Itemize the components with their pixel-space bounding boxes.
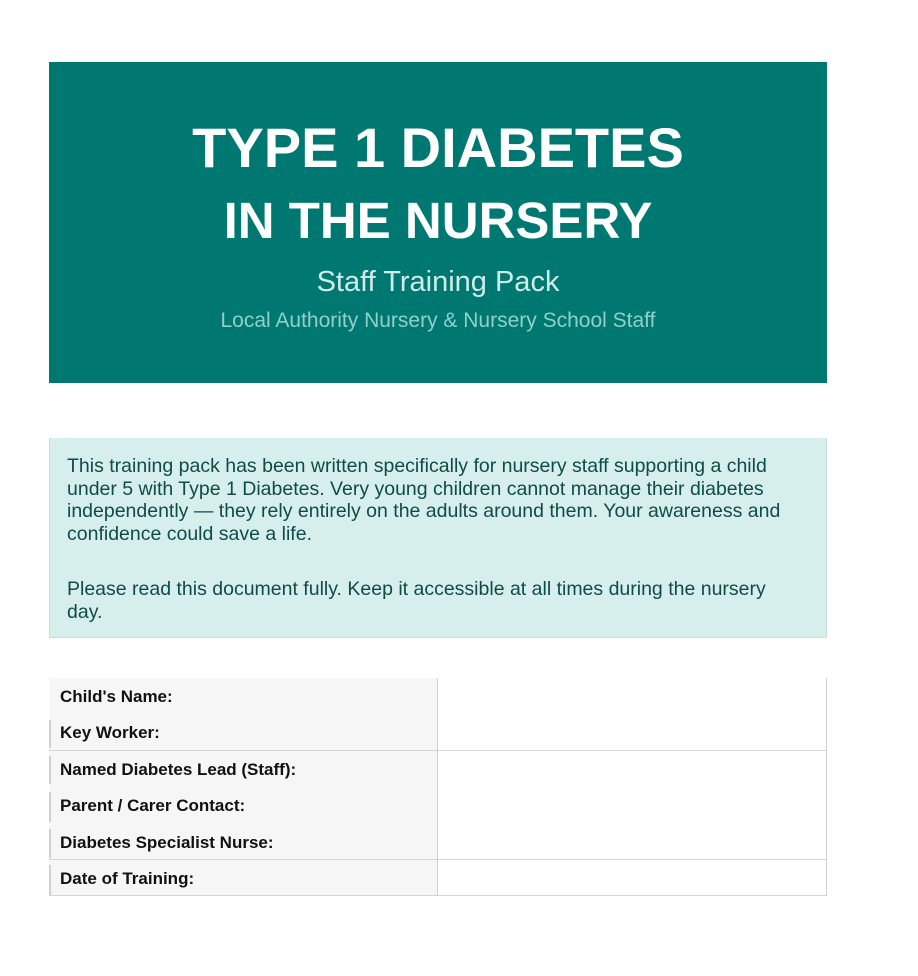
row-divider: [49, 859, 827, 860]
label-childs-name: Child's Name:: [60, 687, 173, 706]
row-edge-marker: [49, 865, 51, 895]
label-specialist-nurse: Diabetes Specialist Nurse:: [60, 833, 274, 852]
intro-paragraph-2: Please read this document fully. Keep it accessible at all times during the nursery day.: [67, 578, 766, 623]
row-edge-marker: [49, 792, 51, 822]
subtitle: Staff Training Pack: [316, 266, 560, 298]
intro-paragraph-1: This training pack has been written specifically for nursery staff supporting a child under 5 with Type 1 Diabetes. Very young children cannot manage their diabetes independently — they rely entirely on the adults around them. Your awareness and confidence could save a life.: [67, 455, 781, 545]
label-key-worker: Key Worker:: [60, 723, 160, 742]
row-edge-marker: [49, 756, 51, 784]
row-divider: [49, 750, 827, 751]
column-divider: [437, 678, 438, 896]
label-parent-contact: Parent / Carer Contact:: [60, 796, 246, 815]
row-edge-marker: [49, 720, 51, 748]
info-table: [49, 678, 827, 896]
audience-line: Local Authority Nursery & Nursery School Staff: [220, 309, 656, 332]
table-bottom-border: [49, 895, 827, 896]
table-right-border: [826, 678, 827, 896]
label-training-date: Date of Training:: [60, 869, 195, 888]
label-diabetes-lead: Named Diabetes Lead (Staff):: [60, 760, 297, 779]
intro-box: [49, 438, 827, 638]
title-line-2: IN THE NURSERY: [223, 192, 653, 249]
title-line-1: TYPE 1 DIABETES: [192, 116, 684, 179]
info-label-column: [49, 678, 437, 896]
title-banner: [49, 62, 827, 383]
row-edge-marker: [49, 829, 51, 858]
